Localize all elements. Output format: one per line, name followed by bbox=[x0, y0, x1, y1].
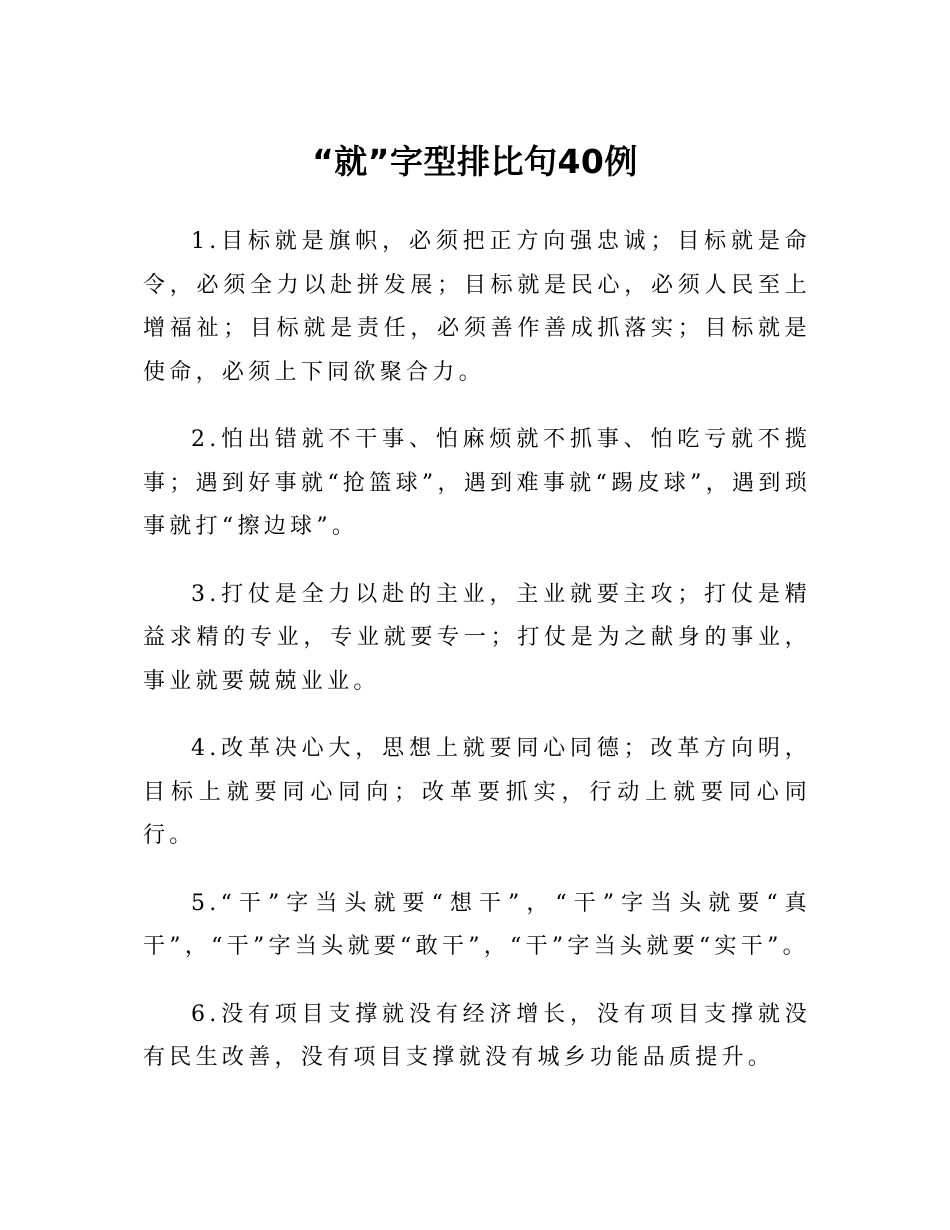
document-body bbox=[143, 220, 811, 1104]
page-title: “就”字型排比句40例 bbox=[312, 142, 638, 181]
paragraph-3: 3.打仗是全力以赴的主业，主业就要主攻；打仗是精益求精的专业，专业就要专一；打仗是为之献身的事业，事业就要兢兢业业。 bbox=[143, 581, 811, 694]
paragraph-4: 4.改革决心大，思想上就要同心同德；改革方向明，目标上就要同心同向；改革要抓实，行动上就要同心同行。 bbox=[143, 736, 811, 848]
paragraph-1: 1.目标就是旗帜，必须把正方向强忠诚；目标就是命令，必须全力以赴拼发展；目标就是民心，必须人民至上增福祉；目标就是责任，必须善作善成抓落实；目标就是使命，必须上下同欲聚合力。 bbox=[143, 229, 811, 385]
paragraph-6: 6.没有项目支撑就没有经济增长，没有项目支撑就没有民生改善，没有项目支撑就没有城乡功能品质提升。 bbox=[143, 1001, 811, 1070]
paragraph-5: 5.“干”字当头就要“想干”，“干”字当头就要“真干”，“干”字当头就要“敢干”，“干”字当头就要“实干”。 bbox=[143, 890, 811, 959]
paragraph-2: 2.怕出错就不干事、怕麻烦就不抓事、怕吃亏就不揽事；遇到好事就“抢篮球”，遇到难事就“踢皮球”，遇到琐事就打“擦边球”。 bbox=[143, 427, 811, 539]
